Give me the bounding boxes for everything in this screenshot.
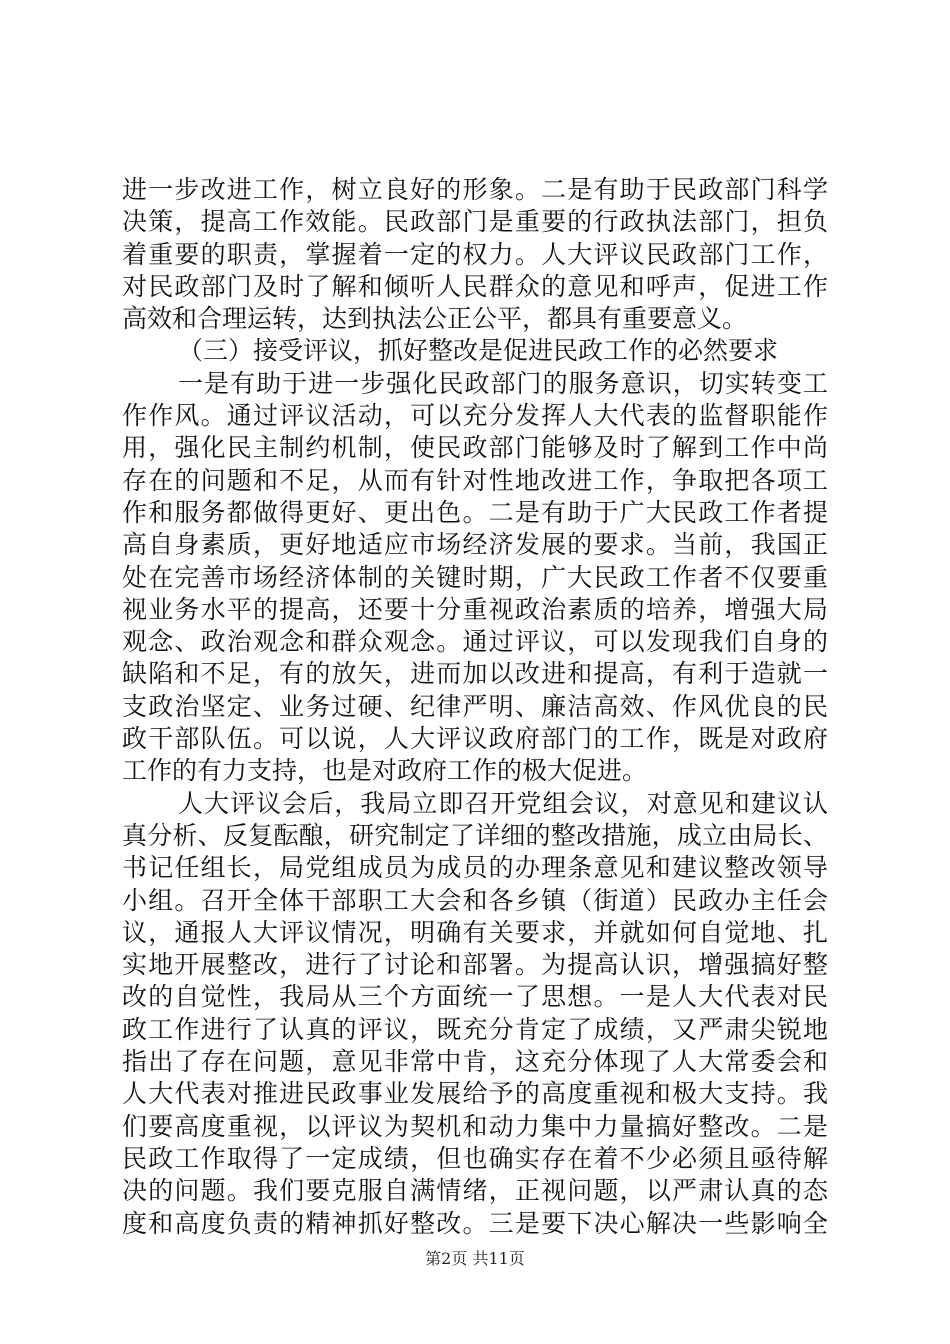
document-body [122,174,828,1240]
text-line: 用，强化民主制约机制，使民政部门能够及时了解到工作中尚 [122,433,828,463]
text-line: 作和服务都做得更好、更出色。二是有助于广大民政工作者提 [122,497,828,527]
page-footer [0,1246,950,1269]
text-line: 作作风。通过评议活动，可以充分发挥人大代表的监督职能作 [122,401,828,431]
text-line: 指出了存在问题，意见非常中肯，这充分体现了人大常委会和 [122,1047,828,1077]
text-line: 真分析、反复酝酿，研究制定了详细的整改措施，成立由局长、 [122,820,828,850]
text-line: 缺陷和不足，有的放矢，进而加以改进和提高，有利于造就一 [122,659,828,689]
text-line: （三）接受评议，抓好整改是促进民政工作的必然要求 [178,336,779,366]
text-line: 人大评议会后，我局立即召开党组会议，对意见和建议认 [178,788,828,818]
text-line: 决策，提高工作效能。民政部门是重要的行政执法部门，担负 [122,207,828,237]
text-line: 支政治坚定、业务过硬、纪律严明、廉洁高效、作风优良的民 [122,691,828,721]
text-line: 改的自觉性，我局从三个方面统一了思想。一是人大代表对民 [122,982,828,1012]
text-line: 观念、政治观念和群众观念。通过评议，可以发现我们自身的 [122,627,828,657]
text-line: 对民政部门及时了解和倾听人民群众的意见和呼声，促进工作 [122,271,828,301]
text-line: 决的问题。我们要克服自满情绪，正视问题，以严肃认真的态 [122,1176,828,1206]
page-number-label: 第2页 共11页 [425,1249,525,1268]
text-line: 一是有助于进一步强化民政部门的服务意识，切实转变工 [178,368,828,398]
text-line: 议，通报人大评议情况，明确有关要求，并就如何自觉地、扎 [122,917,828,947]
text-line: 书记任组长，局党组成员为成员的办理条意见和建议整改领导 [122,853,828,883]
text-line: 实地开展整改，进行了讨论和部署。为提高认识，增强搞好整 [122,950,828,980]
text-line: 度和高度负责的精神抓好整改。三是要下决心解决一些影响全 [122,1208,828,1238]
text-line: 存在的问题和不足，从而有针对性地改进工作，争取把各项工 [122,465,828,495]
text-line: 民政工作取得了一定成绩，但也确实存在着不少必须且亟待解 [122,1143,828,1173]
text-line: 着重要的职责，掌握着一定的权力。人大评议民政部门工作， [122,239,828,269]
text-line: 工作的有力支持，也是对政府工作的极大促进。 [122,756,648,786]
text-line: 小组。召开全体干部职工大会和各乡镇（街道）民政办主任会 [122,885,828,915]
text-line: 人大代表对推进民政事业发展给予的高度重视和极大支持。我 [122,1079,828,1109]
text-line: 政工作进行了认真的评议，既充分肯定了成绩，又严肃尖锐地 [122,1014,828,1044]
text-line: 们要高度重视，以评议为契机和动力集中力量搞好整改。二是 [122,1111,828,1141]
text-line: 政干部队伍。可以说，人大评议政府部门的工作，既是对政府 [122,724,828,754]
text-line: 高自身素质，更好地适应市场经济发展的要求。当前，我国正 [122,530,828,560]
text-line: 高效和合理运转，达到执法公正公平，都具有重要意义。 [122,304,748,334]
text-line: 处在完善市场经济体制的关键时期，广大民政工作者不仅要重 [122,562,828,592]
text-line: 进一步改进工作，树立良好的形象。二是有助于民政部门科学 [122,175,828,204]
text-line: 视业务水平的提高，还要十分重视政治素质的培养，增强大局 [122,594,828,624]
